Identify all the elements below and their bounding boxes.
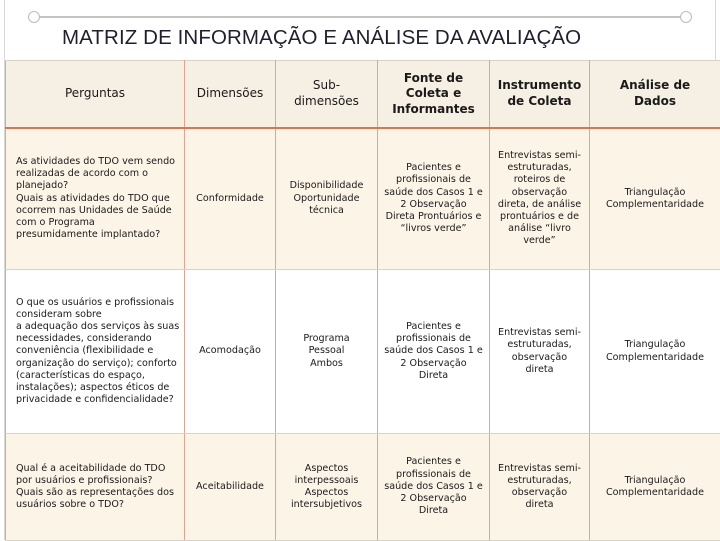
table-row [6,270,720,434]
cell-fonte: Pacientes e profissionais de saúde dos Casos 1 e 2 Observação Direta [378,434,490,541]
table-row [6,434,720,541]
header-subdimensoes: Sub- dimensões [276,61,378,128]
slide-top-rule [36,16,684,18]
cell-analise: Triangulação Complementaridade [590,434,720,541]
table-header-row [6,61,720,128]
cell-subdimensao: Aspectos interpessoais Aspectos intersubjetivos [276,434,378,541]
cell-subdimensao: Programa Pessoal Ambos [276,270,378,434]
cell-fonte: Pacientes e profissionais de saúde dos Casos 1 e 2 Observação Direta [378,270,490,434]
evaluation-matrix-table [5,60,720,541]
header-perguntas: Perguntas [6,61,185,128]
cell-pergunta: As atividades do TDO vem sendo realizadas de acordo com o planejado? Quais as atividades do TDO que ocorrem nas Unidades de Saúde com o Programa presumidamente implantado? [6,128,185,270]
top-right-circle-ornament [680,11,692,23]
cell-dimensao: Acomodação [185,270,276,434]
header-analise-dados: Análise de Dados [590,61,720,128]
table-row [6,128,720,270]
cell-analise: Triangulação Complementaridade [590,270,720,434]
cell-dimensao: Aceitabilidade [185,434,276,541]
cell-instrumento: Entrevistas semi- estruturadas, observação direta [490,270,590,434]
cell-pergunta: O que os usuários e profissionais consideram sobre a adequação dos serviços às suas necessidades, considerando conveniência (flexibilidade e organização do serviço); conforto (características do espaço, instalações); aspectos éticos de privacidade e confidencialidade? [6,270,185,434]
top-left-circle-ornament [28,11,40,23]
cell-pergunta: Qual é a aceitabilidade do TDO por usuários e profissionais? Quais são as representações dos usuários sobre o TDO? [6,434,185,541]
cell-subdimensao: Disponibilidade Oportunidade técnica [276,128,378,270]
cell-analise: Triangulação Complementaridade [590,128,720,270]
header-dimensoes: Dimensões [185,61,276,128]
cell-dimensao: Conformidade [185,128,276,270]
header-fonte-coleta: Fonte de Coleta e Informantes [378,61,490,128]
cell-instrumento: Entrevistas semi- estruturadas, roteiros de observação direta, de análise prontuários e de análise “livro verde” [490,128,590,270]
cell-fonte: Pacientes e profissionais de saúde dos Casos 1 e 2 Observação Direta Prontuários e “livros verde” [378,128,490,270]
slide-title: MATRIZ DE INFORMAÇÃO E ANÁLISE DA AVALIAÇÃO [62,26,581,50]
header-instrumento-coleta: Instrumento de Coleta [490,61,590,128]
cell-instrumento: Entrevistas semi- estruturadas, observação direta [490,434,590,541]
